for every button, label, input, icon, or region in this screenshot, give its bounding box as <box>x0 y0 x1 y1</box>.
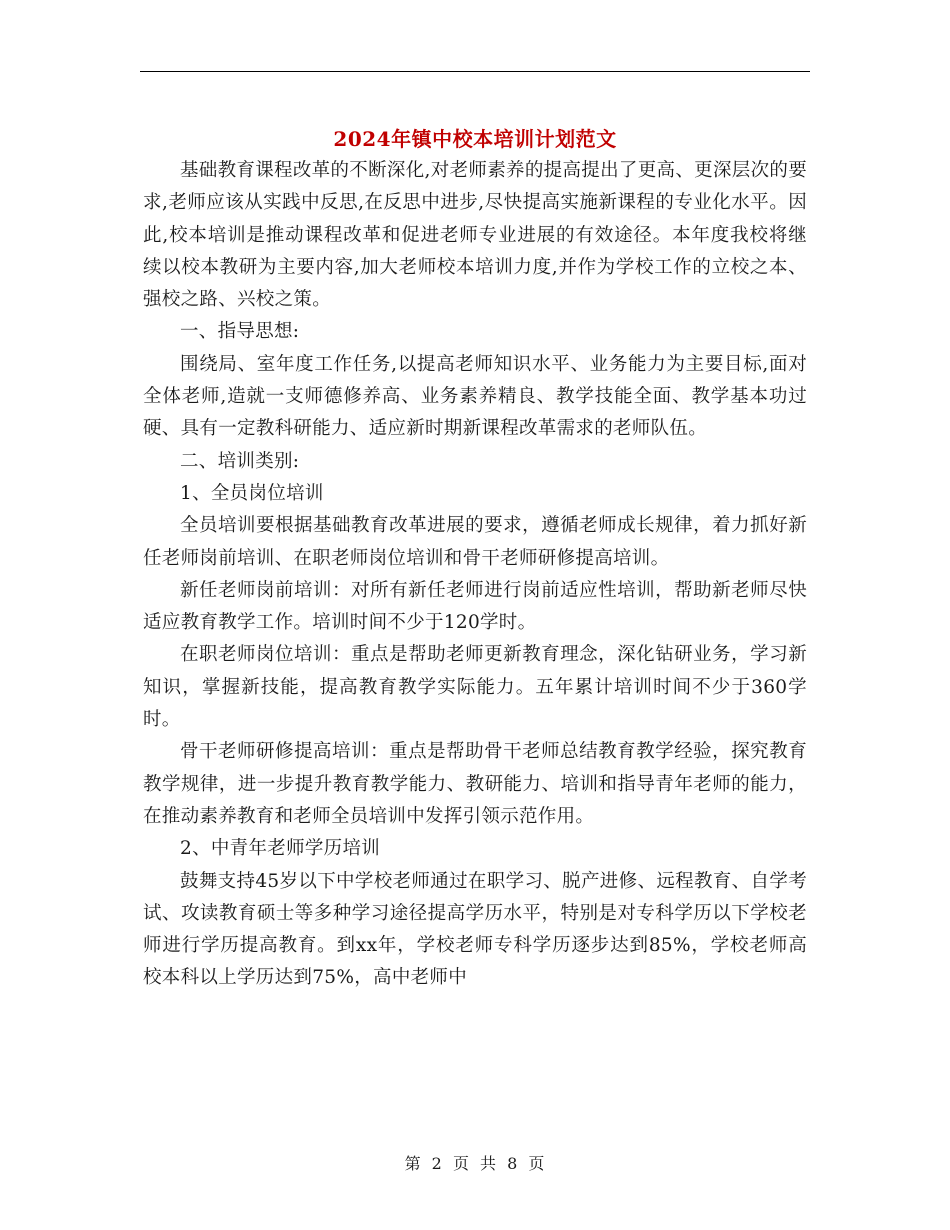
paragraph-new-teacher-training: 新任老师岗前培训：对所有新任老师进行岗前适应性培训，帮助新老师尽快适应教育教学工作。培训时间不少于120学时。 <box>143 579 807 634</box>
subheading-all-staff-training: 1、全员岗位培训 <box>180 482 324 504</box>
header-rule <box>140 71 810 72</box>
heading-guiding-ideology: 一、指导思想: <box>180 321 300 343</box>
paragraph-in-service-training: 在职老师岗位培训：重点是帮助老师更新教育理念，深化钻研业务，学习新知识，掌握新技能，提高教育教学实际能力。五年累计培训时间不少于360学时。 <box>143 644 807 731</box>
page-number-footer: 第 2 页 共 8 页 <box>404 1154 546 1173</box>
subheading-degree-training: 2、中青年老师学历培训 <box>180 838 381 860</box>
paragraph-degree-training: 鼓舞支持45岁以下中学校老师通过在职学习、脱产进修、远程教育、自学考试、攻读教育硕士等多种学习途径提高学历水平，特别是对专科学历以下学校老师进行学历提高教育。到xx年，学校老师专科学历逐步达到85%，学校老师高校本科以上学历达到75%，高中老师中 <box>143 870 807 989</box>
paragraph-guiding-ideology: 围绕局、室年度工作任务,以提高老师知识水平、业务能力为主要目标,面对全体老师,造就一支师德修养高、业务素养精良、教学技能全面、教学基本功过硬、具有一定教科研能力、适应新时期新课程改革需求的老师队伍。 <box>143 353 807 440</box>
paragraph-all-staff-training: 全员培训要根据基础教育改革进展的要求，遵循老师成长规律，着力抓好新任老师岗前培训、在职老师岗位培训和骨干老师研修提高培训。 <box>143 515 807 569</box>
document-body <box>143 155 807 995</box>
heading-training-categories: 二、培训类别: <box>180 450 300 472</box>
paragraph-intro: 基础教育课程改革的不断深化,对老师素养的提高提出了更高、更深层次的要求,老师应该从实践中反思,在反思中进步,尽快提高实施新课程的专业化水平。因此,校本培训是推动课程改革和促进老师专业进展的有效途径。本年度我校将继续以校本教研为主要内容,加大老师校本培训力度,并作为学校工作的立校之本、强校之路、兴校之策。 <box>143 160 807 311</box>
document-title: 2024年镇中校本培训计划范文 <box>333 127 617 152</box>
paragraph-backbone-training: 骨干老师研修提高培训：重点是帮助骨干老师总结教育教学经验，探究教育教学规律，进一步提升教育教学能力、教研能力、培训和指导青年老师的能力，在推动素养教育和老师全员培训中发挥引领示范作用。 <box>143 741 807 827</box>
